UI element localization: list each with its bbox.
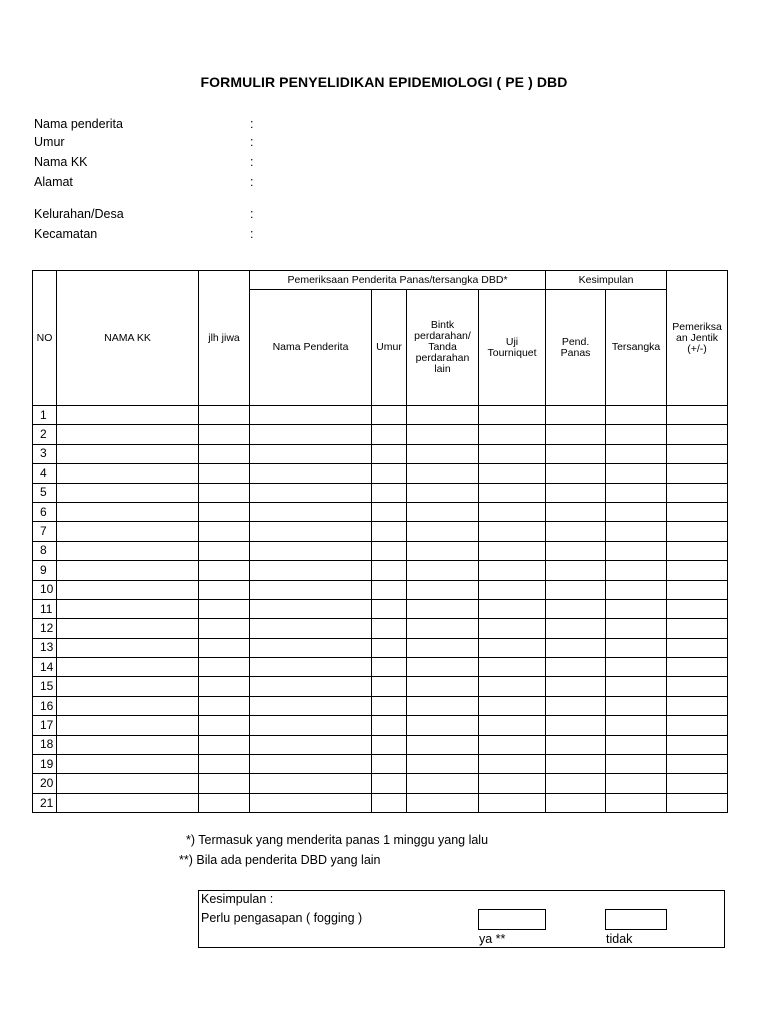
bintik-cell[interactable] bbox=[407, 580, 479, 599]
table-row bbox=[33, 677, 728, 696]
tersangka-cell[interactable] bbox=[606, 638, 667, 657]
umur-cell[interactable] bbox=[372, 793, 407, 812]
nama-penderita-cell[interactable] bbox=[250, 425, 372, 444]
bintik-cell[interactable] bbox=[407, 677, 479, 696]
bintik-cell[interactable] bbox=[407, 406, 479, 425]
nama-kk-cell[interactable] bbox=[57, 638, 199, 657]
nama-penderita-cell[interactable] bbox=[250, 658, 372, 677]
pend-panas-cell[interactable] bbox=[546, 716, 606, 735]
table-row bbox=[33, 580, 728, 599]
jentik-cell[interactable] bbox=[667, 716, 728, 735]
field-colon: : bbox=[250, 175, 254, 189]
jlh-jiwa-cell[interactable] bbox=[199, 774, 250, 793]
umur-cell[interactable] bbox=[372, 755, 407, 774]
bintik-cell[interactable] bbox=[407, 425, 479, 444]
nama-kk-cell[interactable] bbox=[57, 677, 199, 696]
pend-panas-cell[interactable] bbox=[546, 444, 606, 463]
field-label: Kecamatan bbox=[34, 227, 98, 241]
nama-kk-cell[interactable] bbox=[57, 696, 199, 715]
nama-penderita-cell[interactable] bbox=[250, 735, 372, 754]
pend-panas-cell[interactable] bbox=[546, 483, 606, 502]
fogging-no-label: tidak bbox=[606, 932, 633, 946]
uji-tourniquet-cell[interactable] bbox=[479, 658, 546, 677]
tersangka-cell[interactable] bbox=[606, 599, 667, 618]
pend-panas-cell[interactable] bbox=[546, 406, 606, 425]
table-row bbox=[33, 755, 728, 774]
uji-tourniquet-cell[interactable] bbox=[479, 735, 546, 754]
umur-cell[interactable] bbox=[372, 580, 407, 599]
tersangka-cell[interactable] bbox=[606, 755, 667, 774]
table-row bbox=[33, 464, 728, 483]
nama-penderita-cell[interactable] bbox=[250, 464, 372, 483]
umur-cell[interactable] bbox=[372, 464, 407, 483]
nama-penderita-cell[interactable] bbox=[250, 638, 372, 657]
nama-kk-cell[interactable] bbox=[57, 522, 199, 541]
jentik-cell[interactable] bbox=[667, 406, 728, 425]
pend-panas-cell[interactable] bbox=[546, 561, 606, 580]
jentik-cell[interactable] bbox=[667, 696, 728, 715]
header-umur: Umur bbox=[372, 290, 407, 406]
jlh-jiwa-cell[interactable] bbox=[199, 425, 250, 444]
nama-penderita-cell[interactable] bbox=[250, 793, 372, 812]
row-number: 8 bbox=[33, 541, 57, 560]
fogging-yes-checkbox[interactable] bbox=[478, 909, 546, 930]
pend-panas-cell[interactable] bbox=[546, 502, 606, 521]
bintik-cell[interactable] bbox=[407, 696, 479, 715]
jlh-jiwa-cell[interactable] bbox=[199, 716, 250, 735]
header-nama-kk: NAMA KK bbox=[57, 271, 199, 406]
nama-penderita-cell[interactable] bbox=[250, 502, 372, 521]
header-tersangka: Tersangka bbox=[606, 290, 667, 406]
row-number: 7 bbox=[33, 522, 57, 541]
tersangka-cell[interactable] bbox=[606, 522, 667, 541]
nama-penderita-cell[interactable] bbox=[250, 696, 372, 715]
table-row bbox=[33, 696, 728, 715]
row-number: 10 bbox=[33, 580, 57, 599]
jlh-jiwa-cell[interactable] bbox=[199, 599, 250, 618]
nama-penderita-cell[interactable] bbox=[250, 755, 372, 774]
bintik-cell[interactable] bbox=[407, 619, 479, 638]
row-number: 18 bbox=[33, 735, 57, 754]
jentik-cell[interactable] bbox=[667, 444, 728, 463]
pend-panas-cell[interactable] bbox=[546, 541, 606, 560]
nama-kk-cell[interactable] bbox=[57, 755, 199, 774]
field-colon: : bbox=[250, 155, 254, 169]
nama-kk-cell[interactable] bbox=[57, 444, 199, 463]
umur-cell[interactable] bbox=[372, 561, 407, 580]
row-number: 21 bbox=[33, 793, 57, 812]
row-number: 4 bbox=[33, 464, 57, 483]
uji-tourniquet-cell[interactable] bbox=[479, 406, 546, 425]
uji-tourniquet-cell[interactable] bbox=[479, 619, 546, 638]
footnote-1: *) Termasuk yang menderita panas 1 minggu yang lalu bbox=[186, 833, 489, 847]
umur-cell[interactable] bbox=[372, 735, 407, 754]
jentik-cell[interactable] bbox=[667, 464, 728, 483]
table-row bbox=[33, 502, 728, 521]
table-row bbox=[33, 735, 728, 754]
uji-tourniquet-cell[interactable] bbox=[479, 561, 546, 580]
nama-penderita-cell[interactable] bbox=[250, 522, 372, 541]
uji-tourniquet-cell[interactable] bbox=[479, 793, 546, 812]
pend-panas-cell[interactable] bbox=[546, 735, 606, 754]
nama-kk-cell[interactable] bbox=[57, 483, 199, 502]
table-row bbox=[33, 444, 728, 463]
table-row bbox=[33, 793, 728, 812]
nama-kk-cell[interactable] bbox=[57, 599, 199, 618]
jentik-cell[interactable] bbox=[667, 658, 728, 677]
row-number: 11 bbox=[33, 599, 57, 618]
bintik-cell[interactable] bbox=[407, 464, 479, 483]
jlh-jiwa-cell[interactable] bbox=[199, 406, 250, 425]
jlh-jiwa-cell[interactable] bbox=[199, 638, 250, 657]
jentik-cell[interactable] bbox=[667, 425, 728, 444]
conclusion-question: Perlu pengasapan ( fogging ) bbox=[201, 911, 363, 925]
nama-kk-cell[interactable] bbox=[57, 774, 199, 793]
umur-cell[interactable] bbox=[372, 619, 407, 638]
row-number: 6 bbox=[33, 502, 57, 521]
nama-penderita-cell[interactable] bbox=[250, 716, 372, 735]
tersangka-cell[interactable] bbox=[606, 580, 667, 599]
bintik-cell[interactable] bbox=[407, 774, 479, 793]
row-number: 16 bbox=[33, 696, 57, 715]
nama-penderita-cell[interactable] bbox=[250, 444, 372, 463]
tersangka-cell[interactable] bbox=[606, 541, 667, 560]
nama-penderita-cell[interactable] bbox=[250, 561, 372, 580]
table-row bbox=[33, 541, 728, 560]
header-group-pemeriksaan: Pemeriksaan Penderita Panas/tersangka DBD* bbox=[250, 271, 546, 290]
nama-kk-cell[interactable] bbox=[57, 561, 199, 580]
table-row bbox=[33, 716, 728, 735]
nama-kk-cell[interactable] bbox=[57, 619, 199, 638]
table-row bbox=[33, 774, 728, 793]
conclusion-box bbox=[198, 890, 725, 948]
field-label: Alamat bbox=[34, 175, 73, 189]
bintik-cell[interactable] bbox=[407, 658, 479, 677]
jlh-jiwa-cell[interactable] bbox=[199, 793, 250, 812]
row-number: 2 bbox=[33, 425, 57, 444]
row-number: 13 bbox=[33, 638, 57, 657]
row-number: 14 bbox=[33, 658, 57, 677]
jentik-cell[interactable] bbox=[667, 677, 728, 696]
uji-tourniquet-cell[interactable] bbox=[479, 464, 546, 483]
jentik-cell[interactable] bbox=[667, 580, 728, 599]
uji-tourniquet-cell[interactable] bbox=[479, 638, 546, 657]
bintik-cell[interactable] bbox=[407, 599, 479, 618]
field-colon: : bbox=[250, 135, 254, 149]
header-nama-penderita: Nama Penderita bbox=[250, 290, 372, 406]
nama-penderita-cell[interactable] bbox=[250, 619, 372, 638]
table-row bbox=[33, 425, 728, 444]
pend-panas-cell[interactable] bbox=[546, 580, 606, 599]
field-colon: : bbox=[250, 117, 254, 131]
row-number: 5 bbox=[33, 483, 57, 502]
jlh-jiwa-cell[interactable] bbox=[199, 658, 250, 677]
nama-kk-cell[interactable] bbox=[57, 716, 199, 735]
uji-tourniquet-cell[interactable] bbox=[479, 696, 546, 715]
field-colon: : bbox=[250, 207, 254, 221]
uji-tourniquet-cell[interactable] bbox=[479, 425, 546, 444]
pend-panas-cell[interactable] bbox=[546, 755, 606, 774]
umur-cell[interactable] bbox=[372, 541, 407, 560]
jentik-cell[interactable] bbox=[667, 638, 728, 657]
uji-tourniquet-cell[interactable] bbox=[479, 580, 546, 599]
tersangka-cell[interactable] bbox=[606, 619, 667, 638]
pend-panas-cell[interactable] bbox=[546, 425, 606, 444]
examination-table bbox=[32, 270, 728, 813]
umur-cell[interactable] bbox=[372, 522, 407, 541]
row-number: 19 bbox=[33, 755, 57, 774]
fogging-no-checkbox[interactable] bbox=[605, 909, 667, 930]
bintik-cell[interactable] bbox=[407, 483, 479, 502]
jlh-jiwa-cell[interactable] bbox=[199, 677, 250, 696]
jlh-jiwa-cell[interactable] bbox=[199, 522, 250, 541]
jentik-cell[interactable] bbox=[667, 599, 728, 618]
nama-kk-cell[interactable] bbox=[57, 793, 199, 812]
tersangka-cell[interactable] bbox=[606, 774, 667, 793]
nama-kk-cell[interactable] bbox=[57, 502, 199, 521]
jlh-jiwa-cell[interactable] bbox=[199, 735, 250, 754]
umur-cell[interactable] bbox=[372, 483, 407, 502]
jlh-jiwa-cell[interactable] bbox=[199, 444, 250, 463]
nama-penderita-cell[interactable] bbox=[250, 406, 372, 425]
row-number: 1 bbox=[33, 406, 57, 425]
tersangka-cell[interactable] bbox=[606, 444, 667, 463]
nama-kk-cell[interactable] bbox=[57, 425, 199, 444]
umur-cell[interactable] bbox=[372, 774, 407, 793]
table-row bbox=[33, 522, 728, 541]
header-uji-tourniquet: Uji Tourniquet bbox=[479, 290, 546, 406]
pend-panas-cell[interactable] bbox=[546, 677, 606, 696]
jlh-jiwa-cell[interactable] bbox=[199, 464, 250, 483]
header-jlh-jiwa: jlh jiwa bbox=[199, 271, 250, 406]
nama-kk-cell[interactable] bbox=[57, 464, 199, 483]
bintik-cell[interactable] bbox=[407, 638, 479, 657]
uji-tourniquet-cell[interactable] bbox=[479, 522, 546, 541]
jentik-cell[interactable] bbox=[667, 561, 728, 580]
tersangka-cell[interactable] bbox=[606, 502, 667, 521]
tersangka-cell[interactable] bbox=[606, 793, 667, 812]
uji-tourniquet-cell[interactable] bbox=[479, 599, 546, 618]
footnote-2: **) Bila ada penderita DBD yang lain bbox=[179, 853, 381, 867]
pend-panas-cell[interactable] bbox=[546, 774, 606, 793]
row-number: 9 bbox=[33, 561, 57, 580]
jentik-cell[interactable] bbox=[667, 522, 728, 541]
umur-cell[interactable] bbox=[372, 406, 407, 425]
tersangka-cell[interactable] bbox=[606, 561, 667, 580]
umur-cell[interactable] bbox=[372, 716, 407, 735]
nama-penderita-cell[interactable] bbox=[250, 677, 372, 696]
field-colon: : bbox=[250, 227, 254, 241]
jlh-jiwa-cell[interactable] bbox=[199, 580, 250, 599]
field-kecamatan bbox=[34, 225, 294, 243]
row-number: 12 bbox=[33, 619, 57, 638]
pend-panas-cell[interactable] bbox=[546, 599, 606, 618]
pend-panas-cell[interactable] bbox=[546, 658, 606, 677]
jlh-jiwa-cell[interactable] bbox=[199, 483, 250, 502]
field-umur bbox=[34, 133, 294, 151]
tersangka-cell[interactable] bbox=[606, 406, 667, 425]
jlh-jiwa-cell[interactable] bbox=[199, 696, 250, 715]
jentik-cell[interactable] bbox=[667, 619, 728, 638]
table-row bbox=[33, 658, 728, 677]
table-row bbox=[33, 638, 728, 657]
field-label: Kelurahan/Desa bbox=[34, 207, 124, 221]
conclusion-heading: Kesimpulan : bbox=[201, 892, 274, 906]
header-bintik: Bintk perdarahan/ Tanda perdarahan lain bbox=[407, 290, 479, 406]
pend-panas-cell[interactable] bbox=[546, 793, 606, 812]
jlh-jiwa-cell[interactable] bbox=[199, 561, 250, 580]
table-row bbox=[33, 561, 728, 580]
header-group-kesimpulan: Kesimpulan bbox=[546, 271, 667, 290]
jentik-cell[interactable] bbox=[667, 483, 728, 502]
bintik-cell[interactable] bbox=[407, 716, 479, 735]
row-number: 20 bbox=[33, 774, 57, 793]
bintik-cell[interactable] bbox=[407, 502, 479, 521]
row-number: 3 bbox=[33, 444, 57, 463]
umur-cell[interactable] bbox=[372, 658, 407, 677]
tersangka-cell[interactable] bbox=[606, 677, 667, 696]
nama-penderita-cell[interactable] bbox=[250, 541, 372, 560]
uji-tourniquet-cell[interactable] bbox=[479, 716, 546, 735]
uji-tourniquet-cell[interactable] bbox=[479, 502, 546, 521]
jentik-cell[interactable] bbox=[667, 735, 728, 754]
table-body bbox=[33, 406, 728, 813]
bintik-cell[interactable] bbox=[407, 793, 479, 812]
field-label: Nama KK bbox=[34, 155, 88, 169]
nama-penderita-cell[interactable] bbox=[250, 774, 372, 793]
row-number: 17 bbox=[33, 716, 57, 735]
pend-panas-cell[interactable] bbox=[546, 638, 606, 657]
tersangka-cell[interactable] bbox=[606, 464, 667, 483]
table-row bbox=[33, 599, 728, 618]
uji-tourniquet-cell[interactable] bbox=[479, 774, 546, 793]
tersangka-cell[interactable] bbox=[606, 425, 667, 444]
nama-kk-cell[interactable] bbox=[57, 735, 199, 754]
jlh-jiwa-cell[interactable] bbox=[199, 502, 250, 521]
header-no: NO bbox=[33, 271, 57, 406]
field-label: Nama penderita bbox=[34, 117, 123, 131]
pend-panas-cell[interactable] bbox=[546, 619, 606, 638]
uji-tourniquet-cell[interactable] bbox=[479, 483, 546, 502]
umur-cell[interactable] bbox=[372, 502, 407, 521]
uji-tourniquet-cell[interactable] bbox=[479, 677, 546, 696]
uji-tourniquet-cell[interactable] bbox=[479, 755, 546, 774]
umur-cell[interactable] bbox=[372, 677, 407, 696]
umur-cell[interactable] bbox=[372, 599, 407, 618]
jentik-cell[interactable] bbox=[667, 755, 728, 774]
uji-tourniquet-cell[interactable] bbox=[479, 444, 546, 463]
tersangka-cell[interactable] bbox=[606, 658, 667, 677]
tersangka-cell[interactable] bbox=[606, 716, 667, 735]
nama-penderita-cell[interactable] bbox=[250, 483, 372, 502]
table-row bbox=[33, 406, 728, 425]
table-row bbox=[33, 619, 728, 638]
tersangka-cell[interactable] bbox=[606, 483, 667, 502]
pend-panas-cell[interactable] bbox=[546, 464, 606, 483]
jentik-cell[interactable] bbox=[667, 774, 728, 793]
field-alamat bbox=[34, 173, 294, 191]
bintik-cell[interactable] bbox=[407, 755, 479, 774]
fogging-yes-label: ya ** bbox=[479, 932, 506, 946]
field-kelurahan-desa bbox=[34, 205, 294, 223]
nama-penderita-cell[interactable] bbox=[250, 580, 372, 599]
nama-kk-cell[interactable] bbox=[57, 658, 199, 677]
umur-cell[interactable] bbox=[372, 638, 407, 657]
umur-cell[interactable] bbox=[372, 425, 407, 444]
tersangka-cell[interactable] bbox=[606, 735, 667, 754]
pend-panas-cell[interactable] bbox=[546, 696, 606, 715]
jentik-cell[interactable] bbox=[667, 502, 728, 521]
jlh-jiwa-cell[interactable] bbox=[199, 755, 250, 774]
bintik-cell[interactable] bbox=[407, 561, 479, 580]
form-title: FORMULIR PENYELIDIKAN EPIDEMIOLOGI ( PE ) DBD bbox=[200, 74, 568, 90]
uji-tourniquet-cell[interactable] bbox=[479, 541, 546, 560]
nama-penderita-cell[interactable] bbox=[250, 599, 372, 618]
row-number: 15 bbox=[33, 677, 57, 696]
jentik-cell[interactable] bbox=[667, 793, 728, 812]
bintik-cell[interactable] bbox=[407, 522, 479, 541]
header-jentik: Pemeriksa an Jentik (+/-) bbox=[667, 271, 728, 406]
field-nama-kk bbox=[34, 153, 294, 171]
pend-panas-cell[interactable] bbox=[546, 522, 606, 541]
bintik-cell[interactable] bbox=[407, 541, 479, 560]
bintik-cell[interactable] bbox=[407, 444, 479, 463]
field-nama-penderita bbox=[34, 115, 294, 133]
field-label: Umur bbox=[34, 135, 65, 149]
jlh-jiwa-cell[interactable] bbox=[199, 541, 250, 560]
nama-kk-cell[interactable] bbox=[57, 580, 199, 599]
nama-kk-cell[interactable] bbox=[57, 541, 199, 560]
header-pend-panas: Pend. Panas bbox=[546, 290, 606, 406]
umur-cell[interactable] bbox=[372, 444, 407, 463]
bintik-cell[interactable] bbox=[407, 735, 479, 754]
jentik-cell[interactable] bbox=[667, 541, 728, 560]
tersangka-cell[interactable] bbox=[606, 696, 667, 715]
jlh-jiwa-cell[interactable] bbox=[199, 619, 250, 638]
umur-cell[interactable] bbox=[372, 696, 407, 715]
table-row bbox=[33, 483, 728, 502]
nama-kk-cell[interactable] bbox=[57, 406, 199, 425]
